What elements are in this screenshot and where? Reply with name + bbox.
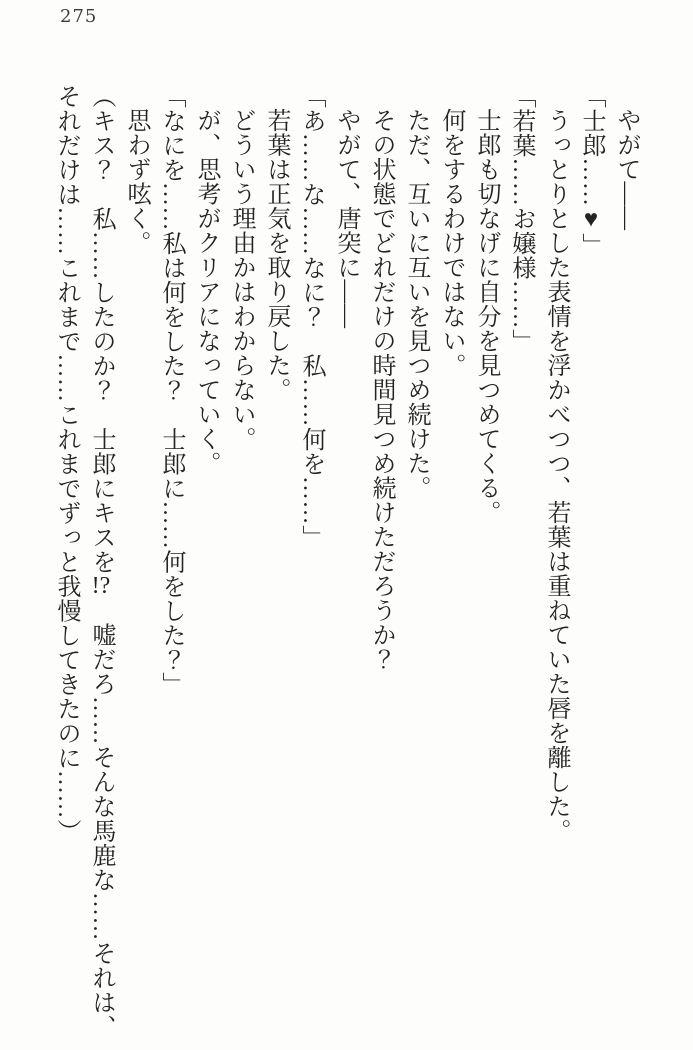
tate-chu-yoko: !?	[91, 574, 111, 598]
text-column: ただ、互いに互いを見つめ続けた。	[403, 108, 429, 500]
text-column: 若葉は正気を取り戻した。	[263, 108, 289, 402]
vertical-text-block	[48, 84, 643, 1039]
text-column: が、思考がクリアになっていく。	[193, 108, 219, 476]
page-number: 275	[60, 6, 98, 27]
text-column: 「士郎……♥」	[578, 84, 604, 258]
text-column: 「あ……な……なに？ 私……何を……」	[298, 84, 324, 550]
text-column: それだけは……これまで……これまでずっと我慢してきたのに……）	[53, 84, 79, 844]
text-column: 「なにを……私は何をした？ 士郎に……何をした？」	[158, 84, 184, 697]
text-column: 思わず呟く。	[123, 108, 149, 255]
text-column: 何をするわけではない。	[438, 108, 464, 378]
text-column: やがて――	[613, 108, 639, 231]
text-column: どういう理由かはわからない。	[228, 108, 254, 451]
text-column: うっとりとした表情を浮かべつつ、若葉は重ねていた唇を離した。	[543, 108, 569, 843]
text-column: （キス？ 私……したのか？ 士郎にキスを!? 嘘だろ……そんな馬鹿な……それは、	[88, 84, 114, 1039]
text-column: やがて、唐突に――	[333, 108, 359, 329]
text-column: その状態でどれだけの時間見つめ続けただろうか？	[368, 108, 394, 672]
text-column: 士郎も切なげに自分を見つめてくる。	[473, 108, 499, 525]
text-column: 「若葉……お嬢様……」	[508, 84, 534, 354]
